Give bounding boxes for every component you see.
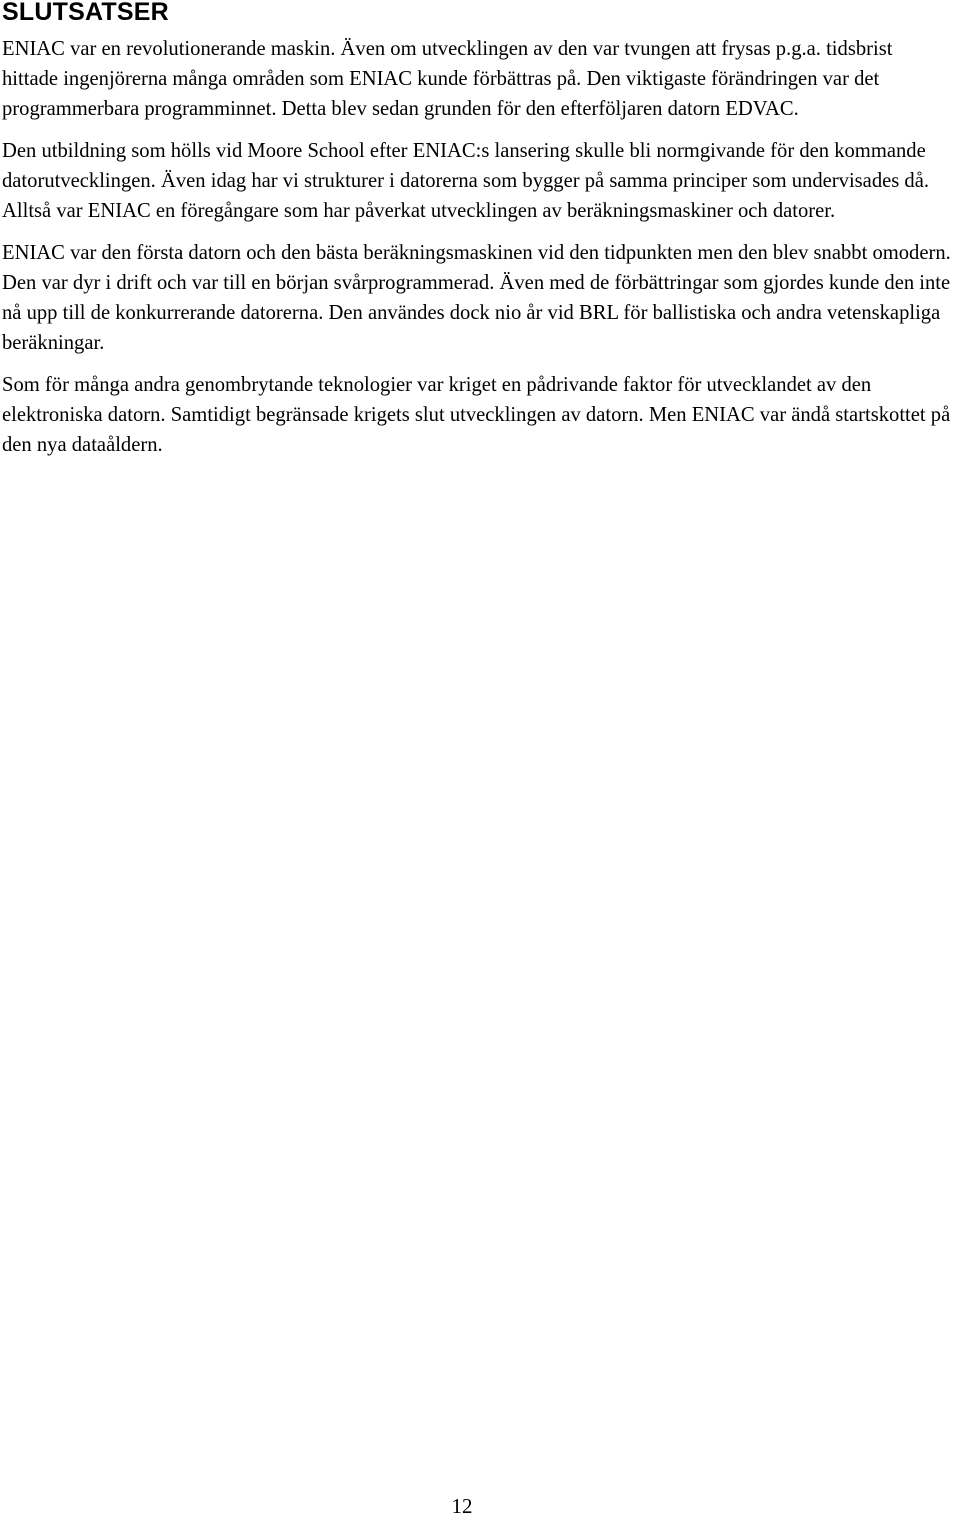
- paragraph-3: ENIAC var den första datorn och den bästa beräkningsmaskinen vid den tidpunkten men den blev snabbt omodern. Den var dyr i drift och var till en början svårprogrammerad. Även med de förbättringar som gjordes kunde den inte nå upp till de konkurrerande datorerna. Den användes dock nio år vid BRL för ballistiska och andra vetenskapliga beräkningar.: [2, 242, 951, 354]
- paragraph-2: Den utbildning som hölls vid Moore School efter ENIAC:s lansering skulle bli normgivande för den kommande datorutvecklingen. Även idag har vi strukturer i datorerna som bygger på samma principer som undervisades då. Alltså var ENIAC en föregångare som har påverkat utvecklingen av beräkningsmaskiner och datorer.: [2, 140, 930, 222]
- page-number: 12: [451, 1494, 473, 1518]
- paragraph-1: ENIAC var en revolutionerande maskin. Även om utvecklingen av den var tvungen att frysas p.g.a. tidsbrist hittade ingenjörerna många områden som ENIAC kunde förbättras på. Den viktigaste förändringen var det programmerbara programminnet. Detta blev sedan grunden för den efterföljaren datorn EDVAC.: [2, 38, 893, 120]
- body-text: [2, 34, 952, 472]
- section-heading: SLUTSATSER: [2, 0, 169, 26]
- paragraph-4: Som för många andra genombrytande teknologier var kriget en pådrivande faktor för utvecklandet av den elektroniska datorn. Samtidigt begränsade krigets slut utvecklingen av datorn. Men ENIAC var ändå startskottet på den nya dataåldern.: [2, 374, 951, 456]
